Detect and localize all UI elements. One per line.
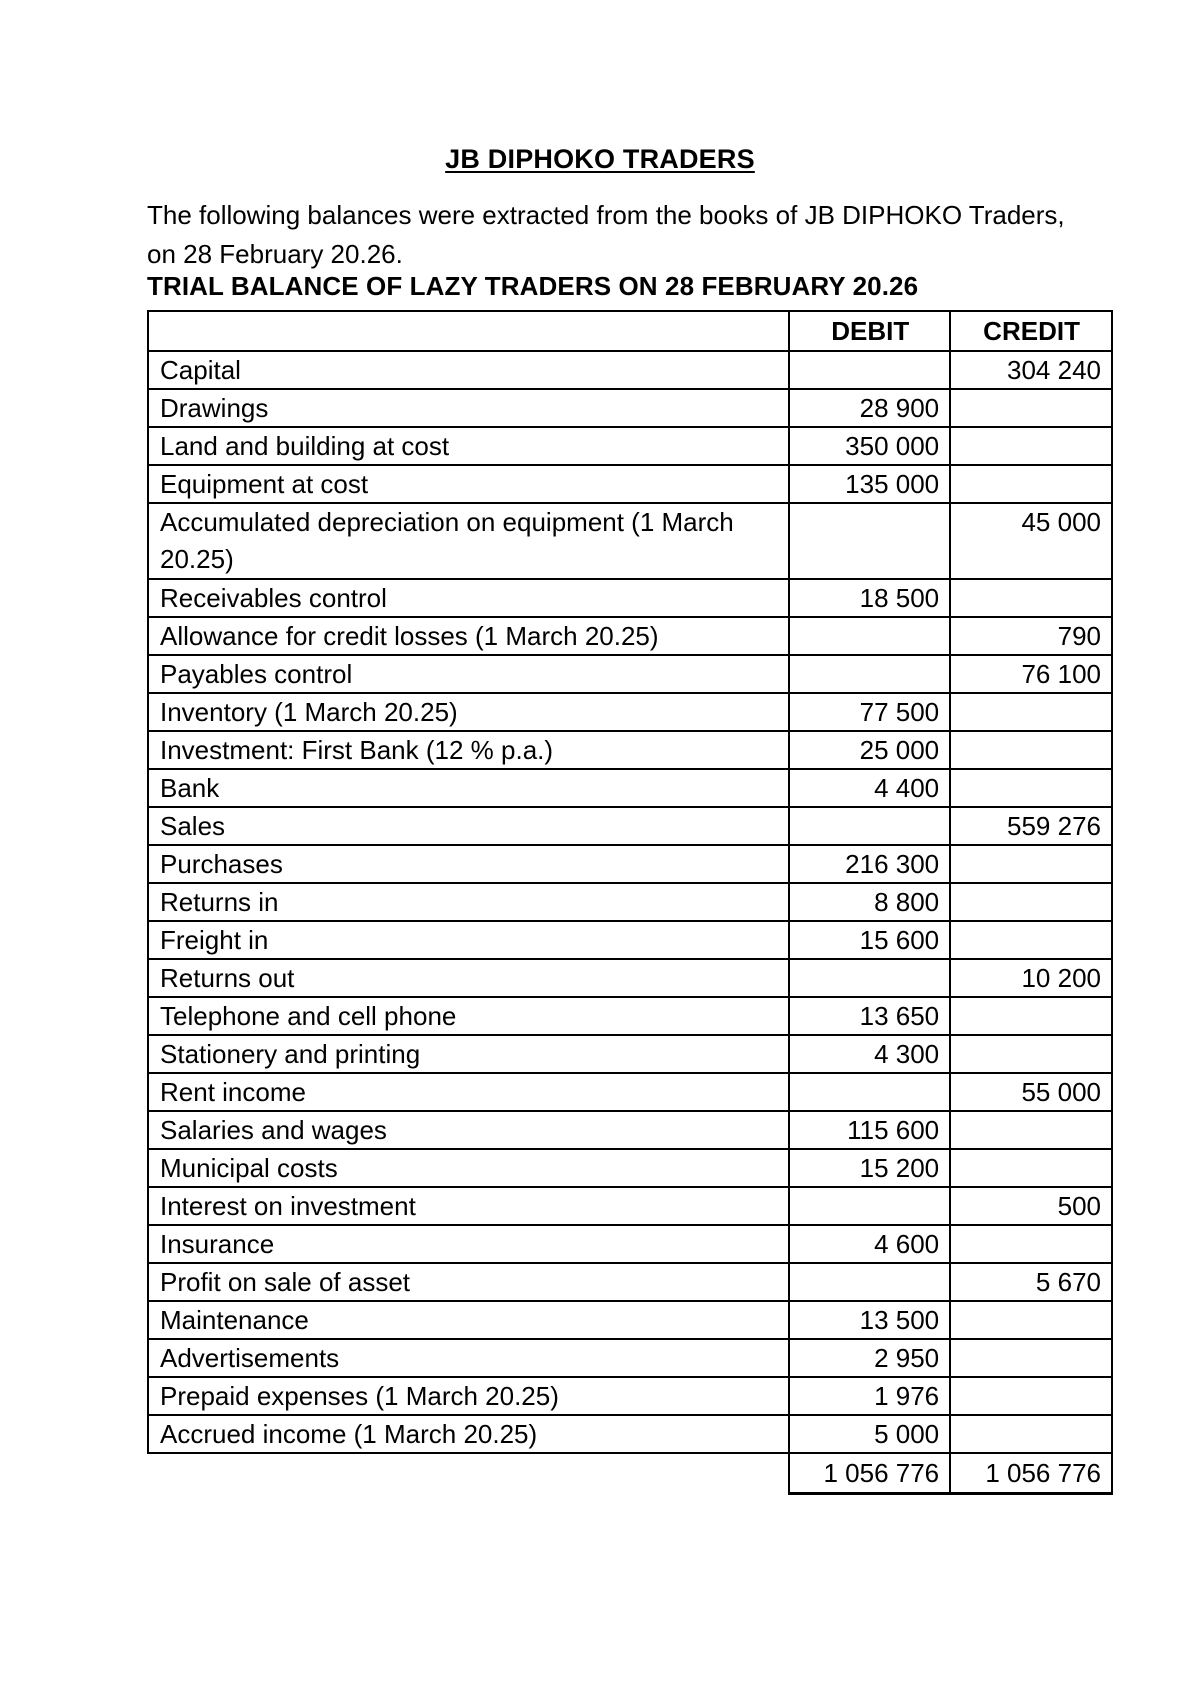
row-description: Prepaid expenses (1 March 20.25) — [148, 1377, 789, 1415]
row-description: Freight in — [148, 921, 789, 959]
table-row — [148, 655, 1112, 693]
table-row — [148, 1339, 1112, 1377]
row-debit — [789, 1187, 950, 1225]
row-description: Inventory (1 March 20.25) — [148, 693, 789, 731]
row-description: Insurance — [148, 1225, 789, 1263]
row-description: Municipal costs — [148, 1149, 789, 1187]
row-description: Maintenance — [148, 1301, 789, 1339]
row-debit — [789, 617, 950, 655]
row-debit: 4 400 — [789, 769, 950, 807]
table-row — [148, 1073, 1112, 1111]
table-row — [148, 921, 1112, 959]
row-debit: 28 900 — [789, 389, 950, 427]
table-row — [148, 883, 1112, 921]
row-credit: 559 276 — [950, 807, 1112, 845]
row-credit — [950, 465, 1112, 503]
row-credit — [950, 845, 1112, 883]
table-row — [148, 1035, 1112, 1073]
row-description: Rent income — [148, 1073, 789, 1111]
table-row — [148, 693, 1112, 731]
table-body — [148, 351, 1112, 1453]
row-credit: 5 670 — [950, 1263, 1112, 1301]
row-credit — [950, 1339, 1112, 1377]
row-debit: 216 300 — [789, 845, 950, 883]
row-credit — [950, 1111, 1112, 1149]
trial-balance-table — [147, 310, 1113, 1495]
row-debit: 18 500 — [789, 579, 950, 617]
row-description: Accrued income (1 March 20.25) — [148, 1415, 789, 1453]
row-description: Returns in — [148, 883, 789, 921]
table-row — [148, 427, 1112, 465]
row-credit — [950, 997, 1112, 1035]
row-description: Payables control — [148, 655, 789, 693]
row-description: Receivables control — [148, 579, 789, 617]
row-description: Salaries and wages — [148, 1111, 789, 1149]
row-debit: 115 600 — [789, 1111, 950, 1149]
row-credit — [950, 1415, 1112, 1453]
row-credit — [950, 1149, 1112, 1187]
row-debit: 5 000 — [789, 1415, 950, 1453]
row-credit: 790 — [950, 617, 1112, 655]
row-debit: 135 000 — [789, 465, 950, 503]
row-debit: 350 000 — [789, 427, 950, 465]
table-row — [148, 769, 1112, 807]
row-credit — [950, 731, 1112, 769]
table-row — [148, 1225, 1112, 1263]
row-debit: 15 200 — [789, 1149, 950, 1187]
intro-paragraph: The following balances were extracted from the books of JB DIPHOKO Traders, on 28 February 20.26. — [147, 200, 1065, 269]
row-description: Interest on investment — [148, 1187, 789, 1225]
document-title: JB DIPHOKO TRADERS — [445, 144, 755, 174]
table-row — [148, 503, 1112, 579]
table-header-row — [148, 311, 1112, 351]
row-description: Land and building at cost — [148, 427, 789, 465]
row-description: Telephone and cell phone — [148, 997, 789, 1035]
row-debit — [789, 351, 950, 389]
row-description: Stationery and printing — [148, 1035, 789, 1073]
row-debit: 13 650 — [789, 997, 950, 1035]
row-debit — [789, 503, 950, 579]
table-heading: TRIAL BALANCE OF LAZY TRADERS ON 28 FEBRUARY 20.26 — [147, 271, 919, 301]
row-description: Purchases — [148, 845, 789, 883]
row-credit — [950, 769, 1112, 807]
row-credit — [950, 693, 1112, 731]
row-description: Profit on sale of asset — [148, 1263, 789, 1301]
total-debit: 1 056 776 — [789, 1453, 950, 1494]
row-credit: 304 240 — [950, 351, 1112, 389]
row-debit: 25 000 — [789, 731, 950, 769]
table-row — [148, 1415, 1112, 1453]
table-row — [148, 1377, 1112, 1415]
row-credit — [950, 1377, 1112, 1415]
table-row — [148, 389, 1112, 427]
table-row — [148, 465, 1112, 503]
row-description: Accumulated depreciation on equipment (1 March 20.25) — [148, 503, 789, 579]
row-debit: 4 600 — [789, 1225, 950, 1263]
row-description: Bank — [148, 769, 789, 807]
row-debit: 1 976 — [789, 1377, 950, 1415]
table-row — [148, 1111, 1112, 1149]
row-description: Advertisements — [148, 1339, 789, 1377]
row-description: Sales — [148, 807, 789, 845]
row-description: Capital — [148, 351, 789, 389]
totals-row — [148, 1453, 1112, 1494]
row-debit — [789, 807, 950, 845]
table-row — [148, 997, 1112, 1035]
table-row — [148, 845, 1112, 883]
row-credit — [950, 1301, 1112, 1339]
table-row — [148, 617, 1112, 655]
row-description: Allowance for credit losses (1 March 20.25) — [148, 617, 789, 655]
row-debit: 8 800 — [789, 883, 950, 921]
row-credit: 76 100 — [950, 655, 1112, 693]
row-debit — [789, 1073, 950, 1111]
header-description — [148, 311, 789, 351]
row-debit: 15 600 — [789, 921, 950, 959]
row-debit: 13 500 — [789, 1301, 950, 1339]
totals-blank-cell — [148, 1453, 789, 1494]
row-debit: 77 500 — [789, 693, 950, 731]
row-credit: 10 200 — [950, 959, 1112, 997]
table-row — [148, 579, 1112, 617]
row-debit — [789, 1263, 950, 1301]
header-credit: CREDIT — [950, 311, 1112, 351]
header-debit: DEBIT — [789, 311, 950, 351]
row-credit: 55 000 — [950, 1073, 1112, 1111]
table-row — [148, 1187, 1112, 1225]
total-credit: 1 056 776 — [950, 1453, 1112, 1494]
row-debit — [789, 655, 950, 693]
row-credit — [950, 579, 1112, 617]
table-row — [148, 351, 1112, 389]
row-description: Drawings — [148, 389, 789, 427]
row-credit — [950, 1225, 1112, 1263]
row-description: Returns out — [148, 959, 789, 997]
row-credit — [950, 883, 1112, 921]
row-debit: 2 950 — [789, 1339, 950, 1377]
row-description: Equipment at cost — [148, 465, 789, 503]
row-credit — [950, 921, 1112, 959]
row-debit — [789, 959, 950, 997]
table-row — [148, 807, 1112, 845]
row-credit: 45 000 — [950, 503, 1112, 579]
row-credit: 500 — [950, 1187, 1112, 1225]
row-credit — [950, 427, 1112, 465]
table-row — [148, 959, 1112, 997]
table-row — [148, 1301, 1112, 1339]
row-description: Investment: First Bank (12 % p.a.) — [148, 731, 789, 769]
row-credit — [950, 1035, 1112, 1073]
table-row — [148, 731, 1112, 769]
row-credit — [950, 389, 1112, 427]
row-debit: 4 300 — [789, 1035, 950, 1073]
table-row — [148, 1263, 1112, 1301]
table-row — [148, 1149, 1112, 1187]
